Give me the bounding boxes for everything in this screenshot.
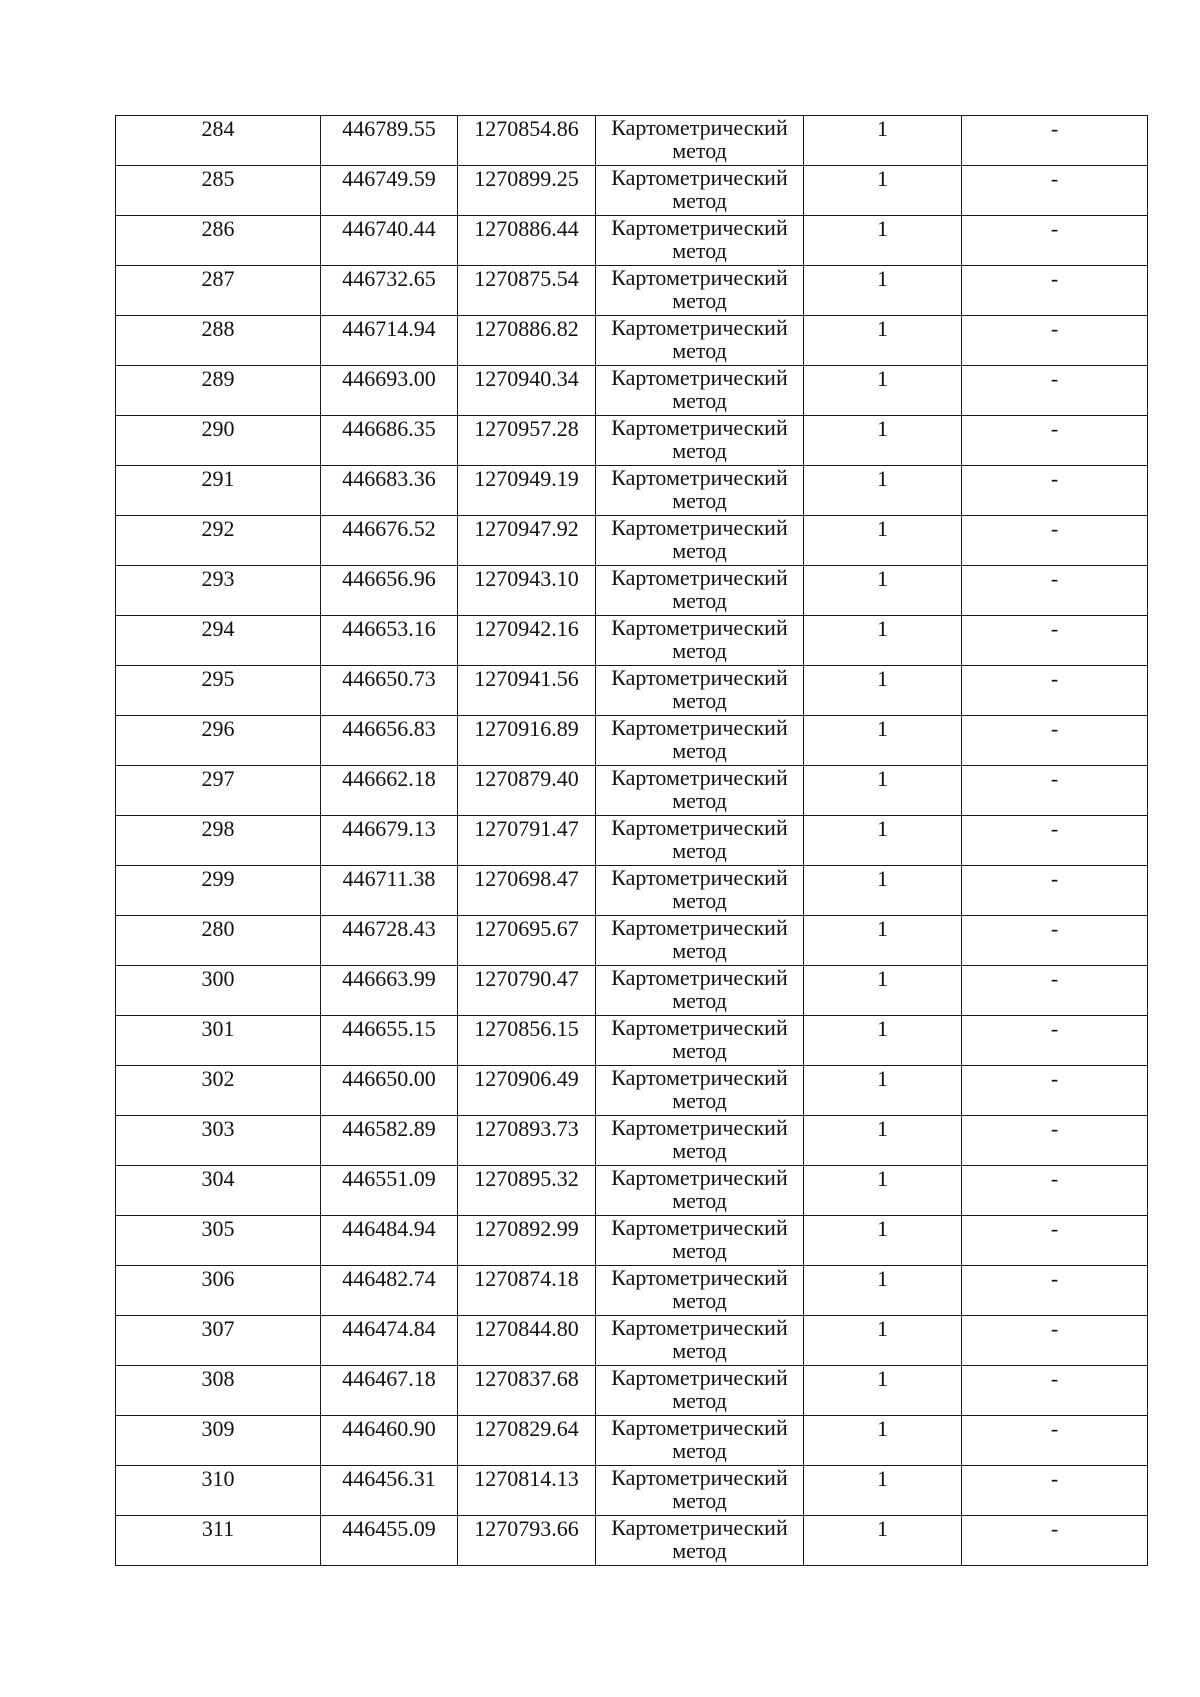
table-row	[116, 766, 1148, 816]
accuracy-cell: 1	[804, 566, 962, 616]
method-line-1: Картометрический	[611, 715, 788, 740]
point-number-cell: 305	[116, 1216, 321, 1266]
method-cell	[596, 1416, 804, 1466]
method-line-2: метод	[672, 1388, 727, 1413]
accuracy-cell: 1	[804, 1166, 962, 1216]
method-line-1: Картометрический	[611, 265, 788, 290]
x-coordinate-cell: 446686.35	[321, 416, 458, 466]
x-coordinate-cell: 446455.09	[321, 1516, 458, 1566]
method-cell	[596, 766, 804, 816]
method-cell	[596, 716, 804, 766]
point-number-cell: 298	[116, 816, 321, 866]
point-number-cell: 290	[116, 416, 321, 466]
method-line-2: метод	[672, 1238, 727, 1263]
accuracy-cell: 1	[804, 116, 962, 166]
method-line-2: метод	[672, 1038, 727, 1063]
accuracy-cell: 1	[804, 1266, 962, 1316]
table-row	[116, 216, 1148, 266]
method-line-1: Картометрический	[611, 215, 788, 240]
method-line-2: метод	[672, 688, 727, 713]
method-line-1: Картометрический	[611, 765, 788, 790]
y-coordinate-cell: 1270793.66	[458, 1516, 596, 1566]
x-coordinate-cell: 446679.13	[321, 816, 458, 866]
method-cell	[596, 516, 804, 566]
table-row	[116, 1466, 1148, 1516]
x-coordinate-cell: 446714.94	[321, 316, 458, 366]
table-row	[116, 1266, 1148, 1316]
y-coordinate-cell: 1270875.54	[458, 266, 596, 316]
table-row	[116, 716, 1148, 766]
table-body	[116, 116, 1148, 1566]
method-cell	[596, 916, 804, 966]
point-number-cell: 289	[116, 366, 321, 416]
method-line-2: метод	[672, 988, 727, 1013]
method-line-2: метод	[672, 438, 727, 463]
point-number-cell: 303	[116, 1116, 321, 1166]
method-line-1: Картометрический	[611, 515, 788, 540]
x-coordinate-cell: 446460.90	[321, 1416, 458, 1466]
accuracy-cell: 1	[804, 616, 962, 666]
table-row	[116, 1116, 1148, 1166]
note-cell: -	[962, 1316, 1148, 1366]
note-cell: -	[962, 966, 1148, 1016]
note-cell: -	[962, 916, 1148, 966]
note-cell: -	[962, 266, 1148, 316]
note-cell: -	[962, 416, 1148, 466]
note-cell: -	[962, 566, 1148, 616]
x-coordinate-cell: 446683.36	[321, 466, 458, 516]
table-row	[116, 1416, 1148, 1466]
x-coordinate-cell: 446482.74	[321, 1266, 458, 1316]
method-cell	[596, 1116, 804, 1166]
x-coordinate-cell: 446676.52	[321, 516, 458, 566]
note-cell: -	[962, 1066, 1148, 1116]
method-line-2: метод	[672, 638, 727, 663]
point-number-cell: 306	[116, 1266, 321, 1316]
y-coordinate-cell: 1270886.44	[458, 216, 596, 266]
x-coordinate-cell: 446650.73	[321, 666, 458, 716]
method-line-1: Картометрический	[611, 1165, 788, 1190]
accuracy-cell: 1	[804, 316, 962, 366]
accuracy-cell: 1	[804, 216, 962, 266]
y-coordinate-cell: 1270957.28	[458, 416, 596, 466]
accuracy-cell: 1	[804, 1366, 962, 1416]
method-cell	[596, 816, 804, 866]
x-coordinate-cell: 446656.96	[321, 566, 458, 616]
method-cell	[596, 1066, 804, 1116]
point-number-cell: 292	[116, 516, 321, 566]
note-cell: -	[962, 616, 1148, 666]
method-line-1: Картометрический	[611, 115, 788, 140]
coordinates-table	[115, 115, 1148, 1566]
method-line-2: метод	[672, 788, 727, 813]
x-coordinate-cell: 446484.94	[321, 1216, 458, 1266]
point-number-cell: 287	[116, 266, 321, 316]
point-number-cell: 294	[116, 616, 321, 666]
accuracy-cell: 1	[804, 1516, 962, 1566]
method-line-2: метод	[672, 888, 727, 913]
accuracy-cell: 1	[804, 416, 962, 466]
method-line-2: метод	[672, 1438, 727, 1463]
accuracy-cell: 1	[804, 366, 962, 416]
y-coordinate-cell: 1270906.49	[458, 1066, 596, 1116]
point-number-cell: 304	[116, 1166, 321, 1216]
method-cell	[596, 1166, 804, 1216]
method-line-1: Картометрический	[611, 1315, 788, 1340]
table-row	[116, 1016, 1148, 1066]
method-line-1: Картометрический	[611, 865, 788, 890]
x-coordinate-cell: 446456.31	[321, 1466, 458, 1516]
y-coordinate-cell: 1270829.64	[458, 1416, 596, 1466]
point-number-cell: 301	[116, 1016, 321, 1066]
y-coordinate-cell: 1270790.47	[458, 966, 596, 1016]
method-cell	[596, 216, 804, 266]
method-line-2: метод	[672, 1338, 727, 1363]
x-coordinate-cell: 446732.65	[321, 266, 458, 316]
note-cell: -	[962, 1116, 1148, 1166]
y-coordinate-cell: 1270698.47	[458, 866, 596, 916]
method-line-2: метод	[672, 738, 727, 763]
method-line-2: метод	[672, 188, 727, 213]
table-row	[116, 416, 1148, 466]
method-line-1: Картометрический	[611, 165, 788, 190]
method-line-2: метод	[672, 1288, 727, 1313]
y-coordinate-cell: 1270941.56	[458, 666, 596, 716]
accuracy-cell: 1	[804, 1066, 962, 1116]
method-cell	[596, 866, 804, 916]
method-cell	[596, 1516, 804, 1566]
y-coordinate-cell: 1270893.73	[458, 1116, 596, 1166]
y-coordinate-cell: 1270695.67	[458, 916, 596, 966]
point-number-cell: 307	[116, 1316, 321, 1366]
point-number-cell: 308	[116, 1366, 321, 1416]
accuracy-cell: 1	[804, 1116, 962, 1166]
table-row	[116, 366, 1148, 416]
point-number-cell: 297	[116, 766, 321, 816]
note-cell: -	[962, 1416, 1148, 1466]
table-row	[116, 616, 1148, 666]
point-number-cell: 286	[116, 216, 321, 266]
note-cell: -	[962, 716, 1148, 766]
method-cell	[596, 1466, 804, 1516]
method-line-2: метод	[672, 288, 727, 313]
note-cell: -	[962, 866, 1148, 916]
method-line-1: Картометрический	[611, 1515, 788, 1540]
table-row	[116, 466, 1148, 516]
note-cell: -	[962, 1166, 1148, 1216]
point-number-cell: 293	[116, 566, 321, 616]
method-line-1: Картометрический	[611, 1215, 788, 1240]
note-cell: -	[962, 766, 1148, 816]
accuracy-cell: 1	[804, 466, 962, 516]
x-coordinate-cell: 446656.83	[321, 716, 458, 766]
point-number-cell: 300	[116, 966, 321, 1016]
point-number-cell: 295	[116, 666, 321, 716]
point-number-cell: 296	[116, 716, 321, 766]
table-row	[116, 966, 1148, 1016]
table-row	[116, 1316, 1148, 1366]
x-coordinate-cell: 446467.18	[321, 1366, 458, 1416]
method-line-1: Картометрический	[611, 1265, 788, 1290]
note-cell: -	[962, 466, 1148, 516]
method-line-1: Картометрический	[611, 1065, 788, 1090]
y-coordinate-cell: 1270947.92	[458, 516, 596, 566]
method-line-2: метод	[672, 338, 727, 363]
accuracy-cell: 1	[804, 866, 962, 916]
method-line-2: метод	[672, 838, 727, 863]
note-cell: -	[962, 166, 1148, 216]
method-line-2: метод	[672, 388, 727, 413]
method-line-2: метод	[672, 1088, 727, 1113]
y-coordinate-cell: 1270892.99	[458, 1216, 596, 1266]
method-cell	[596, 966, 804, 1016]
method-line-2: метод	[672, 1138, 727, 1163]
method-line-1: Картометрический	[611, 1465, 788, 1490]
y-coordinate-cell: 1270856.15	[458, 1016, 596, 1066]
note-cell: -	[962, 316, 1148, 366]
method-cell	[596, 566, 804, 616]
method-line-2: метод	[672, 138, 727, 163]
table-row	[116, 1366, 1148, 1416]
accuracy-cell: 1	[804, 516, 962, 566]
y-coordinate-cell: 1270874.18	[458, 1266, 596, 1316]
x-coordinate-cell: 446740.44	[321, 216, 458, 266]
note-cell: -	[962, 1216, 1148, 1266]
table-row	[116, 516, 1148, 566]
x-coordinate-cell: 446655.15	[321, 1016, 458, 1066]
note-cell: -	[962, 1516, 1148, 1566]
method-line-1: Картометрический	[611, 965, 788, 990]
note-cell: -	[962, 1466, 1148, 1516]
method-line-2: метод	[672, 1488, 727, 1513]
y-coordinate-cell: 1270791.47	[458, 816, 596, 866]
method-cell	[596, 616, 804, 666]
accuracy-cell: 1	[804, 166, 962, 216]
note-cell: -	[962, 666, 1148, 716]
y-coordinate-cell: 1270886.82	[458, 316, 596, 366]
x-coordinate-cell: 446551.09	[321, 1166, 458, 1216]
method-line-2: метод	[672, 1538, 727, 1563]
method-line-1: Картометрический	[611, 615, 788, 640]
x-coordinate-cell: 446653.16	[321, 616, 458, 666]
note-cell: -	[962, 1266, 1148, 1316]
method-cell	[596, 666, 804, 716]
point-number-cell: 311	[116, 1516, 321, 1566]
point-number-cell: 310	[116, 1466, 321, 1516]
method-line-2: метод	[672, 488, 727, 513]
x-coordinate-cell: 446728.43	[321, 916, 458, 966]
accuracy-cell: 1	[804, 1416, 962, 1466]
method-line-1: Картометрический	[611, 815, 788, 840]
note-cell: -	[962, 366, 1148, 416]
method-cell	[596, 416, 804, 466]
method-line-1: Картометрический	[611, 1365, 788, 1390]
accuracy-cell: 1	[804, 1016, 962, 1066]
x-coordinate-cell: 446582.89	[321, 1116, 458, 1166]
table-row	[116, 1516, 1148, 1566]
x-coordinate-cell: 446474.84	[321, 1316, 458, 1366]
method-line-1: Картометрический	[611, 665, 788, 690]
table-row	[116, 1166, 1148, 1216]
table-row	[116, 866, 1148, 916]
y-coordinate-cell: 1270854.86	[458, 116, 596, 166]
y-coordinate-cell: 1270940.34	[458, 366, 596, 416]
accuracy-cell: 1	[804, 766, 962, 816]
method-line-1: Картометрический	[611, 415, 788, 440]
note-cell: -	[962, 116, 1148, 166]
method-line-2: метод	[672, 938, 727, 963]
note-cell: -	[962, 1366, 1148, 1416]
point-number-cell: 288	[116, 316, 321, 366]
point-number-cell: 309	[116, 1416, 321, 1466]
table-row	[116, 816, 1148, 866]
method-line-1: Картометрический	[611, 465, 788, 490]
method-line-2: метод	[672, 588, 727, 613]
method-cell	[596, 266, 804, 316]
accuracy-cell: 1	[804, 966, 962, 1016]
table-row	[116, 916, 1148, 966]
y-coordinate-cell: 1270895.32	[458, 1166, 596, 1216]
method-line-2: метод	[672, 238, 727, 263]
x-coordinate-cell: 446711.38	[321, 866, 458, 916]
method-cell	[596, 116, 804, 166]
y-coordinate-cell: 1270814.13	[458, 1466, 596, 1516]
table-row	[116, 316, 1148, 366]
method-line-1: Картометрический	[611, 565, 788, 590]
point-number-cell: 299	[116, 866, 321, 916]
y-coordinate-cell: 1270916.89	[458, 716, 596, 766]
method-cell	[596, 1266, 804, 1316]
y-coordinate-cell: 1270943.10	[458, 566, 596, 616]
method-cell	[596, 1216, 804, 1266]
method-cell	[596, 1016, 804, 1066]
accuracy-cell: 1	[804, 1316, 962, 1366]
x-coordinate-cell: 446662.18	[321, 766, 458, 816]
method-cell	[596, 316, 804, 366]
y-coordinate-cell: 1270899.25	[458, 166, 596, 216]
x-coordinate-cell: 446789.55	[321, 116, 458, 166]
table-row	[116, 116, 1148, 166]
accuracy-cell: 1	[804, 266, 962, 316]
note-cell: -	[962, 1016, 1148, 1066]
method-cell	[596, 1366, 804, 1416]
method-line-2: метод	[672, 1188, 727, 1213]
x-coordinate-cell: 446650.00	[321, 1066, 458, 1116]
x-coordinate-cell: 446663.99	[321, 966, 458, 1016]
point-number-cell: 285	[116, 166, 321, 216]
table-row	[116, 1066, 1148, 1116]
point-number-cell: 302	[116, 1066, 321, 1116]
point-number-cell: 284	[116, 116, 321, 166]
x-coordinate-cell: 446693.00	[321, 366, 458, 416]
method-line-1: Картометрический	[611, 1015, 788, 1040]
note-cell: -	[962, 816, 1148, 866]
method-cell	[596, 1316, 804, 1366]
accuracy-cell: 1	[804, 666, 962, 716]
method-line-1: Картометрический	[611, 1415, 788, 1440]
note-cell: -	[962, 516, 1148, 566]
table-row	[116, 666, 1148, 716]
method-cell	[596, 366, 804, 416]
table-row	[116, 166, 1148, 216]
method-line-1: Картометрический	[611, 315, 788, 340]
accuracy-cell: 1	[804, 716, 962, 766]
method-cell	[596, 466, 804, 516]
accuracy-cell: 1	[804, 916, 962, 966]
y-coordinate-cell: 1270879.40	[458, 766, 596, 816]
accuracy-cell: 1	[804, 1466, 962, 1516]
y-coordinate-cell: 1270949.19	[458, 466, 596, 516]
table-row	[116, 566, 1148, 616]
accuracy-cell: 1	[804, 816, 962, 866]
y-coordinate-cell: 1270837.68	[458, 1366, 596, 1416]
method-line-1: Картометрический	[611, 365, 788, 390]
method-line-2: метод	[672, 538, 727, 563]
y-coordinate-cell: 1270942.16	[458, 616, 596, 666]
method-cell	[596, 166, 804, 216]
method-line-1: Картометрический	[611, 1115, 788, 1140]
method-line-1: Картометрический	[611, 915, 788, 940]
note-cell: -	[962, 216, 1148, 266]
x-coordinate-cell: 446749.59	[321, 166, 458, 216]
point-number-cell: 280	[116, 916, 321, 966]
y-coordinate-cell: 1270844.80	[458, 1316, 596, 1366]
table-row	[116, 1216, 1148, 1266]
table-row	[116, 266, 1148, 316]
point-number-cell: 291	[116, 466, 321, 516]
accuracy-cell: 1	[804, 1216, 962, 1266]
